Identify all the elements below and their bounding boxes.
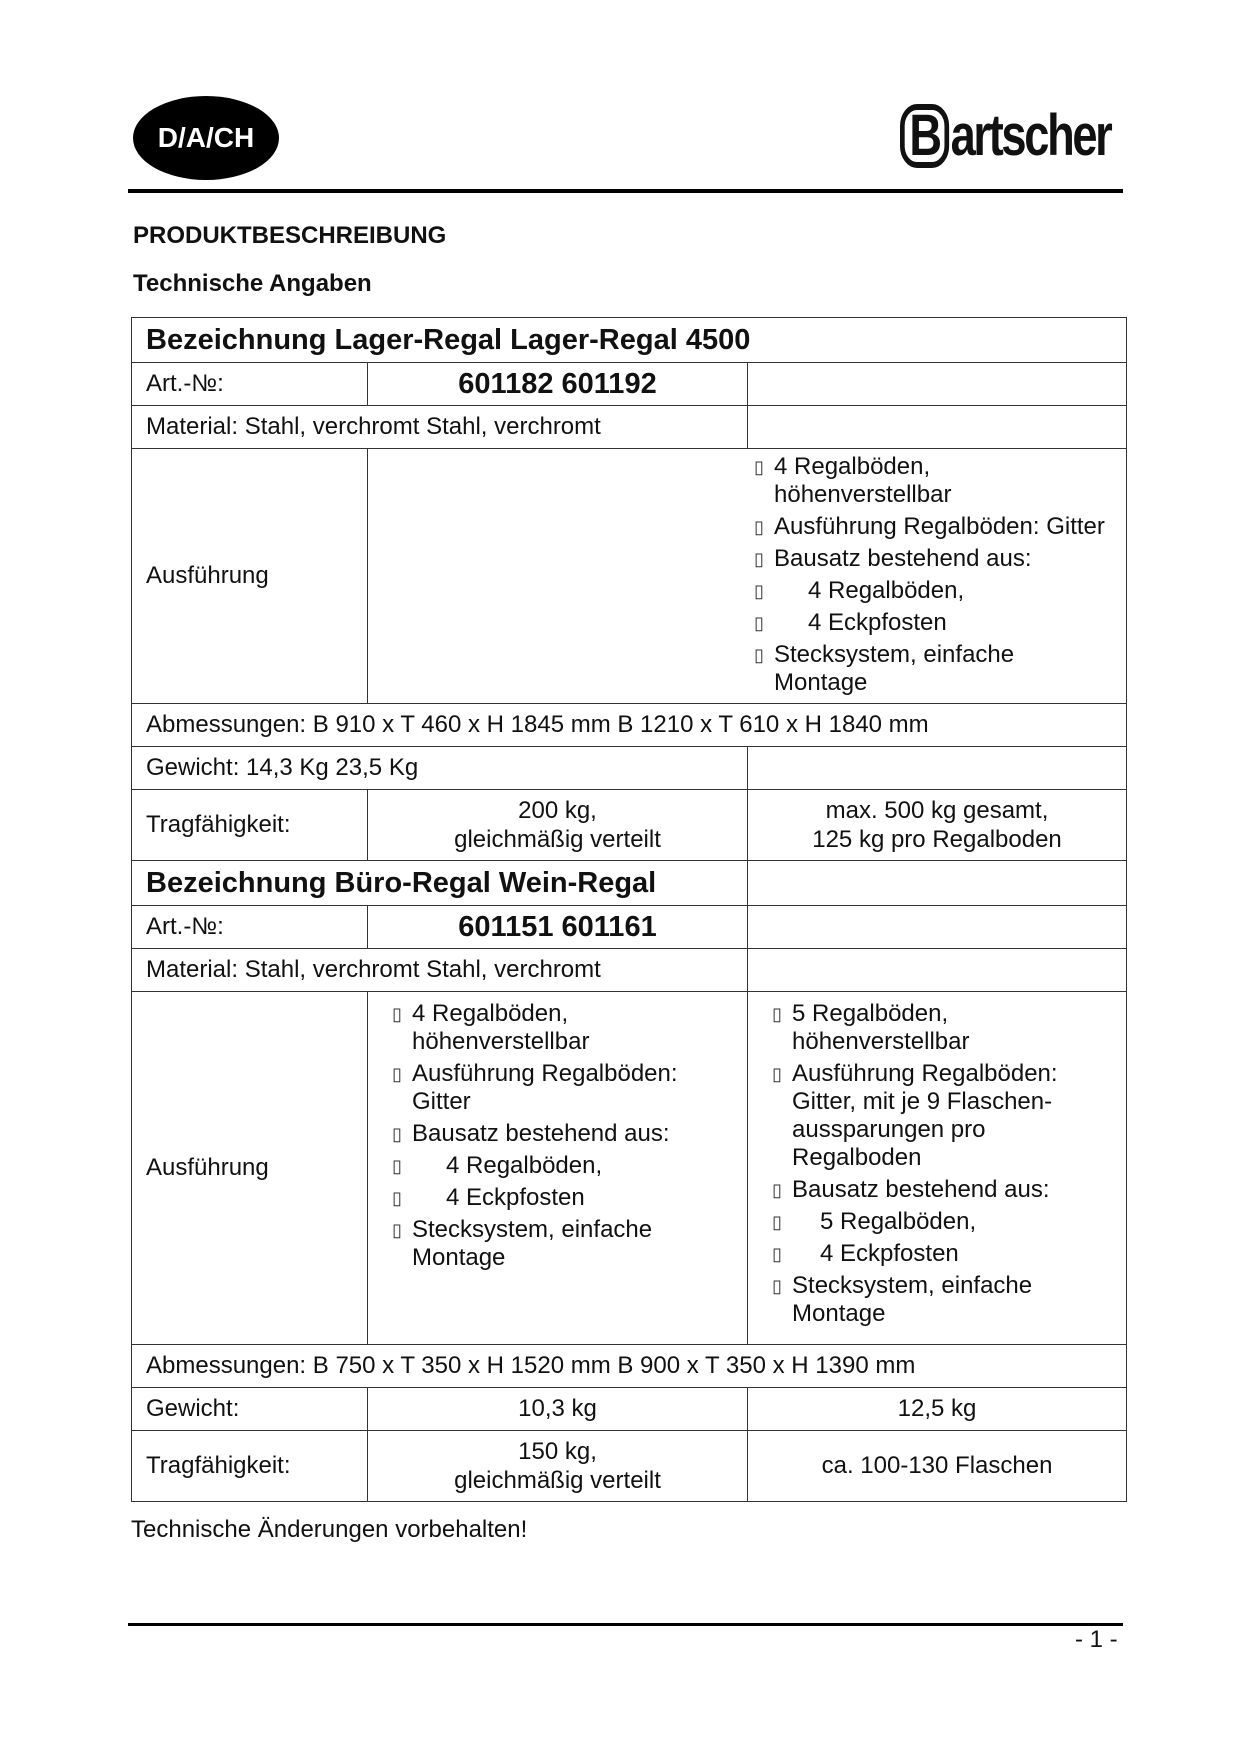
- designation-cell: Bezeichnung Lager-Regal Lager-Regal 4500: [132, 318, 1127, 363]
- weight-value-b: 12,5 kg: [748, 1388, 1127, 1431]
- ausfuehrung-list: [368, 449, 1127, 704]
- ausfuehrung-label: Ausführung: [132, 449, 368, 704]
- list-item: ▯ Bausatz bestehend aus:: [772, 1176, 1112, 1204]
- section-title: PRODUKTBESCHREIBUNG: [133, 222, 447, 249]
- load-value-b-line2: 125 kg pro Regalboden: [812, 826, 1062, 853]
- list-item: ▯ Stecksystem, einfache Montage: [754, 641, 1112, 697]
- dimensions-cell: Abmessungen: B 750 x T 350 x H 1520 mm B 900 x T 350 x H 1390 mm: [132, 1345, 1127, 1388]
- weight-label: Gewicht:: [132, 1388, 368, 1431]
- spec-table-1: [131, 317, 1127, 861]
- art-number: 601182 601192: [368, 363, 748, 406]
- footer-rule: [128, 1623, 1123, 1626]
- weight-value-a: 10,3 kg: [368, 1388, 748, 1431]
- table-row: [132, 949, 1127, 992]
- spec-table-2: [131, 860, 1127, 1502]
- load-value-a-line2: gleichmäßig verteilt: [454, 1467, 661, 1494]
- load-value-b: ca. 100-130 Flaschen: [748, 1431, 1127, 1502]
- load-value-b-line1: max. 500 kg gesamt,: [825, 797, 1049, 824]
- table-row: [132, 747, 1127, 790]
- list-item: ▯ Ausführung Regalböden: Gitter: [392, 1060, 733, 1116]
- table-row: [132, 861, 1127, 906]
- table-row: [132, 992, 1127, 1345]
- table-row: [132, 790, 1127, 861]
- sub-item: ▯ 4 Regalböden,: [754, 577, 1112, 605]
- header-rule: [128, 189, 1123, 193]
- load-value-a-line1: 150 kg,: [518, 1438, 597, 1465]
- empty-cell: [748, 406, 1127, 449]
- ausfuehrung-label: Ausführung: [132, 992, 368, 1345]
- empty-cell: [748, 363, 1127, 406]
- load-label: Tragfähigkeit:: [132, 1431, 368, 1502]
- logo-b-mark: B: [900, 104, 949, 168]
- weight-cell: Gewicht: 14,3 Kg 23,5 Kg: [132, 747, 748, 790]
- empty-cell: [748, 949, 1127, 992]
- list-item: ▯ 4 Regalböden, höhenverstellbar: [754, 453, 1112, 509]
- table-row: [132, 449, 1127, 704]
- load-value-a: [368, 790, 748, 861]
- list-item: ▯ Ausführung Regalböden: Gitter: [754, 513, 1112, 541]
- list-item: ▯ Ausführung Regalböden: Gitter, mit je 9 Flaschen-aussparungen pro Regalboden: [772, 1060, 1112, 1172]
- sub-item: ▯ 4 Eckpfosten: [754, 609, 1112, 637]
- empty-cell: [748, 906, 1127, 949]
- table-row: [132, 704, 1127, 747]
- subsection-title: Technische Angaben: [133, 270, 372, 297]
- empty-cell: [748, 861, 1127, 906]
- list-item: ▯ Stecksystem, einfache Montage: [392, 1216, 733, 1272]
- table-row: [132, 406, 1127, 449]
- table-row: [132, 1345, 1127, 1388]
- bartscher-logo: [900, 104, 1110, 168]
- table-row: [132, 318, 1127, 363]
- ausfuehrung-list-a: [368, 992, 748, 1345]
- dimensions-cell: Abmessungen: B 910 x T 460 x H 1845 mm B 1210 x T 610 x H 1840 mm: [132, 704, 1127, 747]
- empty-cell: [748, 747, 1127, 790]
- designation-cell: Bezeichnung Büro-Regal Wein-Regal: [132, 861, 748, 906]
- table-row: [132, 906, 1127, 949]
- table-row: [132, 1431, 1127, 1502]
- disclaimer-note: Technische Änderungen vorbehalten!: [131, 1516, 528, 1543]
- list-item: ▯ Stecksystem, einfache Montage: [772, 1272, 1112, 1328]
- art-label: Art.-№:: [132, 906, 368, 949]
- sub-item: ▯ 4 Regalböden,: [392, 1152, 733, 1180]
- sub-item: ▯ 5 Regalböden,: [772, 1208, 1112, 1236]
- load-value-a: [368, 1431, 748, 1502]
- list-item: ▯ 5 Regalböden, höhenverstellbar: [772, 1000, 1112, 1056]
- logo-text: artscher: [950, 103, 1111, 168]
- region-badge: D/A/CH: [133, 96, 279, 180]
- table-row: [132, 1388, 1127, 1431]
- load-value-a-line1: 200 kg,: [518, 797, 597, 824]
- page-number: - 1 -: [1075, 1626, 1118, 1653]
- load-label: Tragfähigkeit:: [132, 790, 368, 861]
- list-item: ▯ Bausatz bestehend aus:: [392, 1120, 733, 1148]
- table-row: [132, 363, 1127, 406]
- art-label: Art.-№:: [132, 363, 368, 406]
- material-cell: Material: Stahl, verchromt Stahl, verchromt: [132, 406, 748, 449]
- load-value-a-line2: gleichmäßig verteilt: [454, 826, 661, 853]
- sub-item: ▯ 4 Eckpfosten: [772, 1240, 1112, 1268]
- sub-item: ▯ 4 Eckpfosten: [392, 1184, 733, 1212]
- list-item: ▯ 4 Regalböden, höhenverstellbar: [392, 1000, 733, 1056]
- load-value-b: [748, 790, 1127, 861]
- material-cell: Material: Stahl, verchromt Stahl, verchromt: [132, 949, 748, 992]
- art-number: 601151 601161: [368, 906, 748, 949]
- list-item: ▯ Bausatz bestehend aus:: [754, 545, 1112, 573]
- ausfuehrung-list-b: [748, 992, 1127, 1345]
